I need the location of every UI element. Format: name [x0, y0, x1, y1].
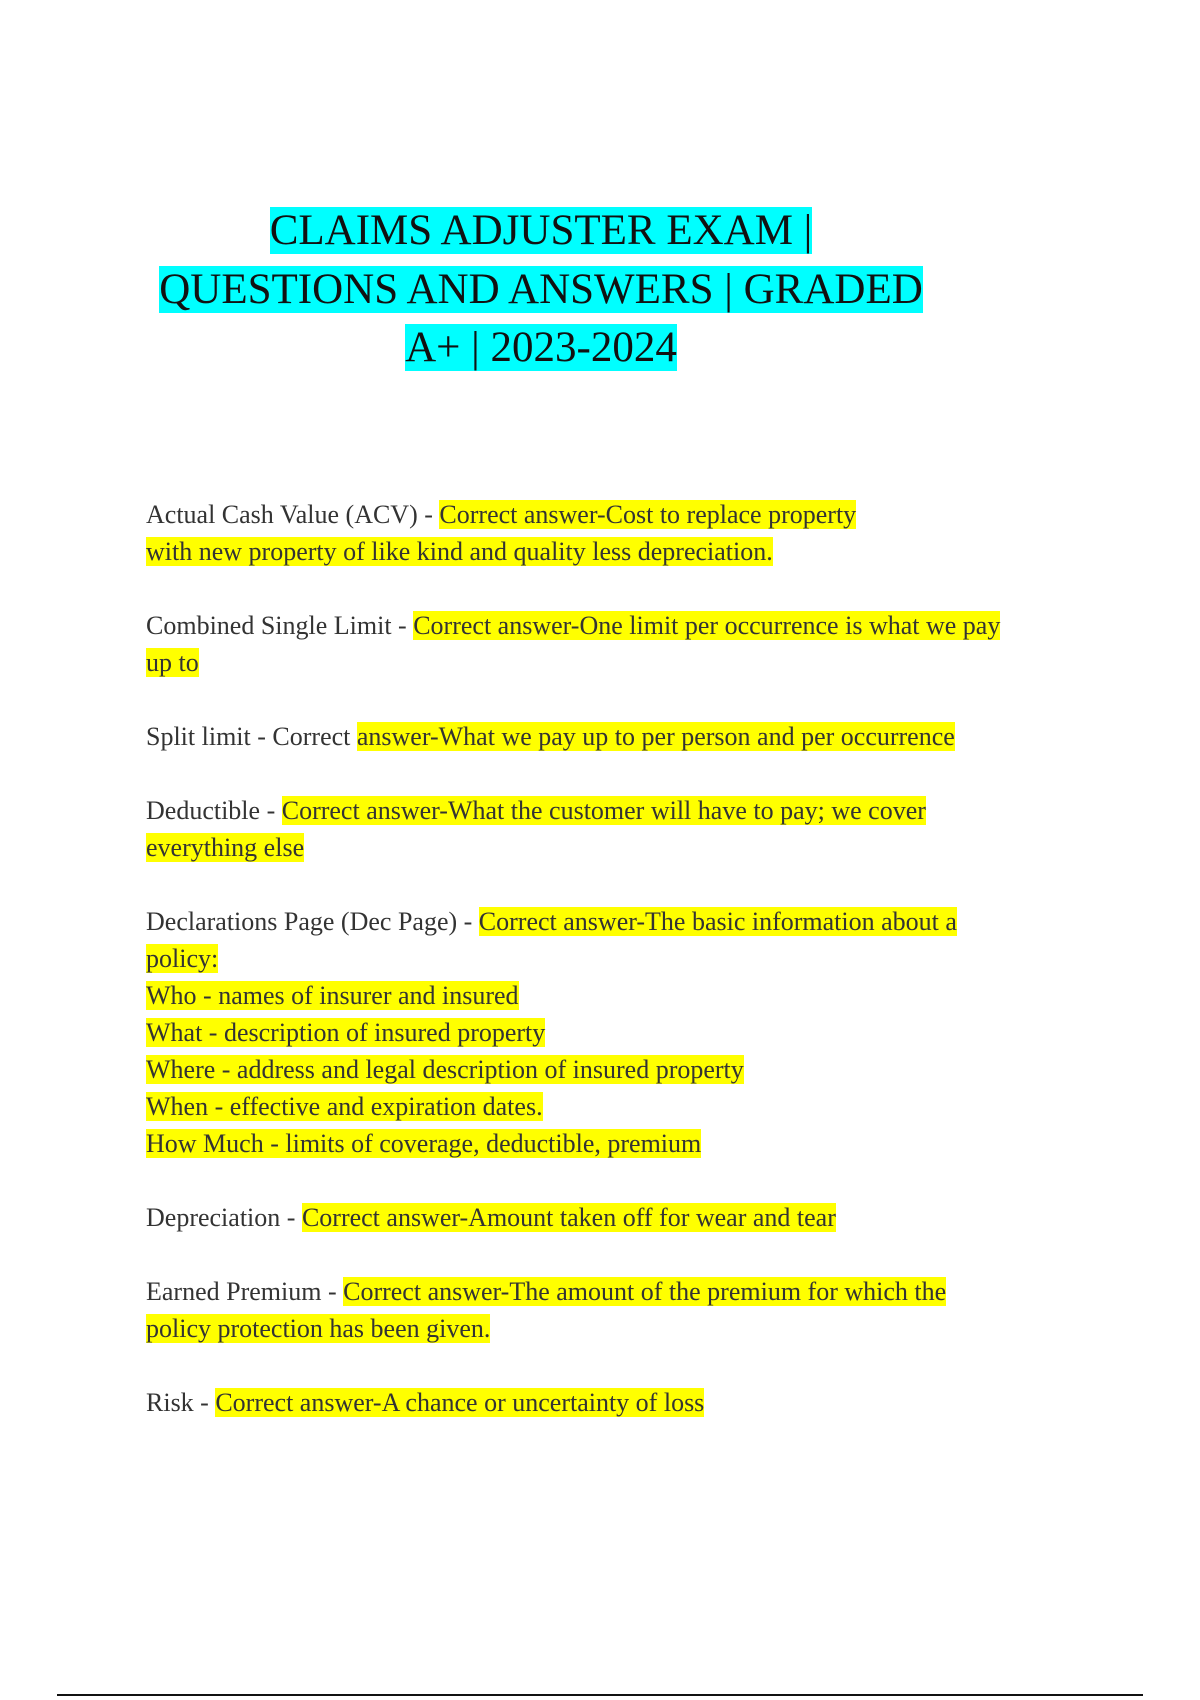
qa-entry-earned-premium — [146, 1273, 1086, 1347]
qa-entry-combined-single-limit — [146, 607, 1086, 681]
entry-answer: Correct answer-A chance or uncertainty of loss — [215, 1388, 705, 1417]
entry-answer-continued: everything else — [146, 833, 305, 862]
qa-entry-depreciation — [146, 1199, 1086, 1236]
title-line-2: QUESTIONS AND ANSWERS | GRADED — [159, 265, 923, 313]
dec-page-what: What - description of insured property — [146, 1018, 546, 1047]
dec-page-when: When - effective and expiration dates. — [146, 1092, 543, 1121]
qa-entry-acv — [146, 496, 1086, 570]
entry-answer: answer-What we pay up to per person and per occurrence — [356, 722, 955, 751]
entry-answer: Correct answer-The amount of the premium for which the — [343, 1277, 947, 1306]
entry-answer-continued: up to — [146, 648, 199, 677]
entry-term: Split limit - Correct — [146, 722, 357, 751]
entry-answer: Correct answer-The basic information about a — [478, 907, 957, 936]
entry-answer-continued: policy: — [146, 944, 219, 973]
entry-answer: Correct answer-What the customer will have to pay; we cover — [281, 796, 926, 825]
qa-list — [146, 496, 1086, 1458]
entry-term: Risk - — [146, 1388, 216, 1417]
entry-answer-continued: policy protection has been given. — [146, 1314, 491, 1343]
entry-term: Deductible - — [146, 796, 282, 825]
dec-page-where: Where - address and legal description of insured property — [146, 1055, 744, 1084]
qa-entry-declarations-page — [146, 903, 1086, 1162]
entry-answer: Correct answer-Amount taken off for wear and tear — [301, 1203, 836, 1232]
entry-term: Declarations Page (Dec Page) - — [146, 907, 479, 936]
entry-answer-continued: with new property of like kind and quality less depreciation. — [146, 537, 773, 566]
entry-term: Combined Single Limit - — [146, 611, 414, 640]
qa-entry-deductible — [146, 792, 1086, 866]
dec-page-how-much: How Much - limits of coverage, deductible, premium — [146, 1129, 702, 1158]
document-title — [146, 202, 936, 378]
entry-term: Actual Cash Value (ACV) - — [146, 500, 440, 529]
title-line-1: CLAIMS ADJUSTER EXAM | — [269, 207, 813, 254]
title-line-3: A+ | 2023-2024 — [405, 324, 677, 371]
entry-answer: Correct answer-Cost to replace property — [439, 500, 857, 529]
qa-entry-split-limit — [146, 718, 1086, 755]
dec-page-who: Who - names of insurer and insured — [146, 981, 519, 1010]
qa-entry-risk — [146, 1384, 1086, 1421]
entry-term: Depreciation - — [146, 1203, 302, 1232]
footer-divider — [57, 1694, 1143, 1696]
entry-term: Earned Premium - — [146, 1277, 344, 1306]
entry-answer: Correct answer-One limit per occurrence is what we pay — [413, 611, 1001, 640]
